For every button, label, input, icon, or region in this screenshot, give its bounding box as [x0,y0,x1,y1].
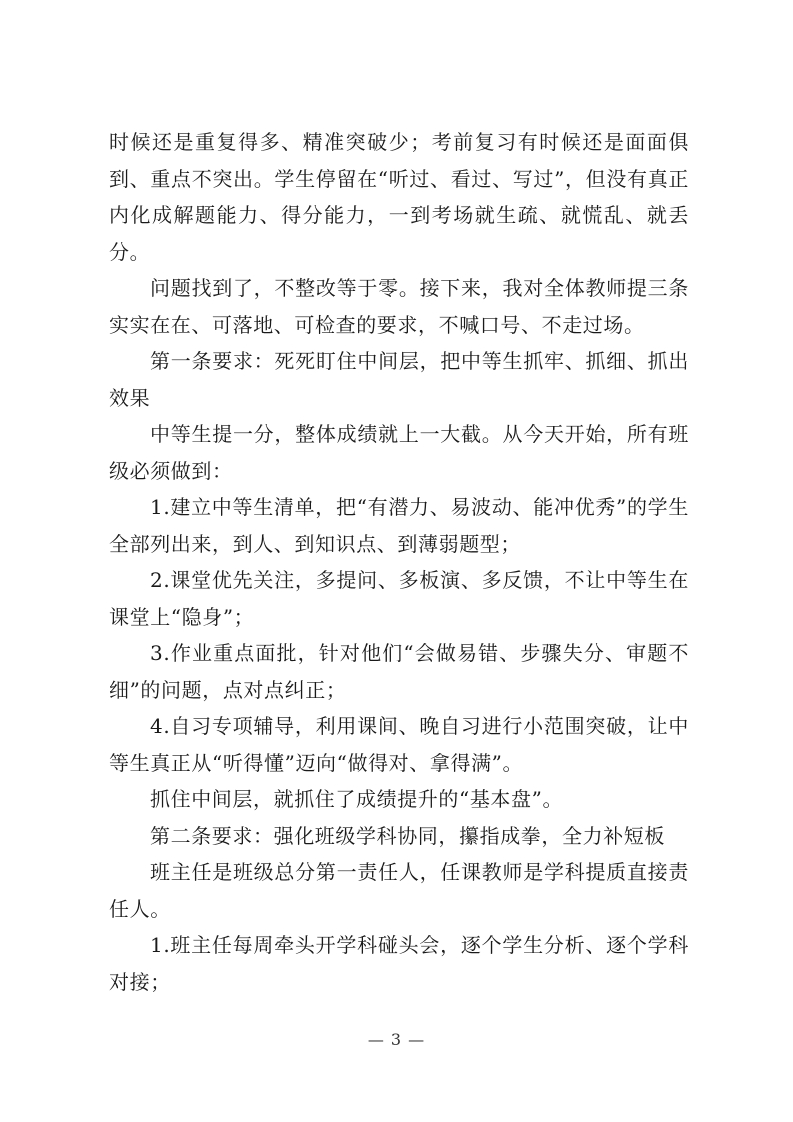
paragraph-responsibility: 班主任是班级总分第一责任人，任课教师是学科提质直接责任人。 [109,860,689,921]
page-number: — 3 — [367,1030,426,1049]
document-body [109,124,689,1000]
paragraph-basic-foundation: 抓住中间层，就抓住了成绩提升的“基本盘”。 [150,787,564,811]
paragraph-middle-students: 中等生提一分，整体成绩就上一大截。从今天开始，所有班级必须做到： [109,422,689,483]
list-item-4: 4.自习专项辅导，利用课间、晚自习进行小范围突破，让中等生真正从“听得懂”迈向“做得对、拿得满”。 [109,714,689,775]
list-item-1: 1.建立中等生清单，把“有潜力、易波动、能冲优秀”的学生全部列出来，到人、到知识点、到薄弱题型； [109,495,689,556]
list-item-3: 3.作业重点面批，针对他们“会做易错、步骤失分、审题不细”的问题，点对点纠正； [109,641,689,702]
paragraph-rectification: 问题找到了，不整改等于零。接下来，我对全体教师提三条实实在在、可落地、可检查的要求，不喊口号、不走过场。 [109,276,689,337]
heading-requirement-1: 第一条要求：死死盯住中间层，把中等生抓牢、抓细、抓出效果 [109,349,689,410]
list-item-2: 2.课堂优先关注，多提问、多板演、多反馈，不让中等生在课堂上“隐身”； [109,568,689,629]
paragraph-continuation: 时候还是重复得多、精准突破少；考前复习有时候还是面面俱到、重点不突出。学生停留在“听过、看过、写过”，但没有真正内化成解题能力、得分能力，一到考场就生疏、就慌乱、就丢分。 [109,130,689,264]
list-item-5: 1.班主任每周牵头开学科碰头会，逐个学生分析、逐个学科对接； [109,933,689,994]
heading-requirement-2: 第二条要求：强化班级学科协同，攥指成拳，全力补短板 [150,823,665,848]
